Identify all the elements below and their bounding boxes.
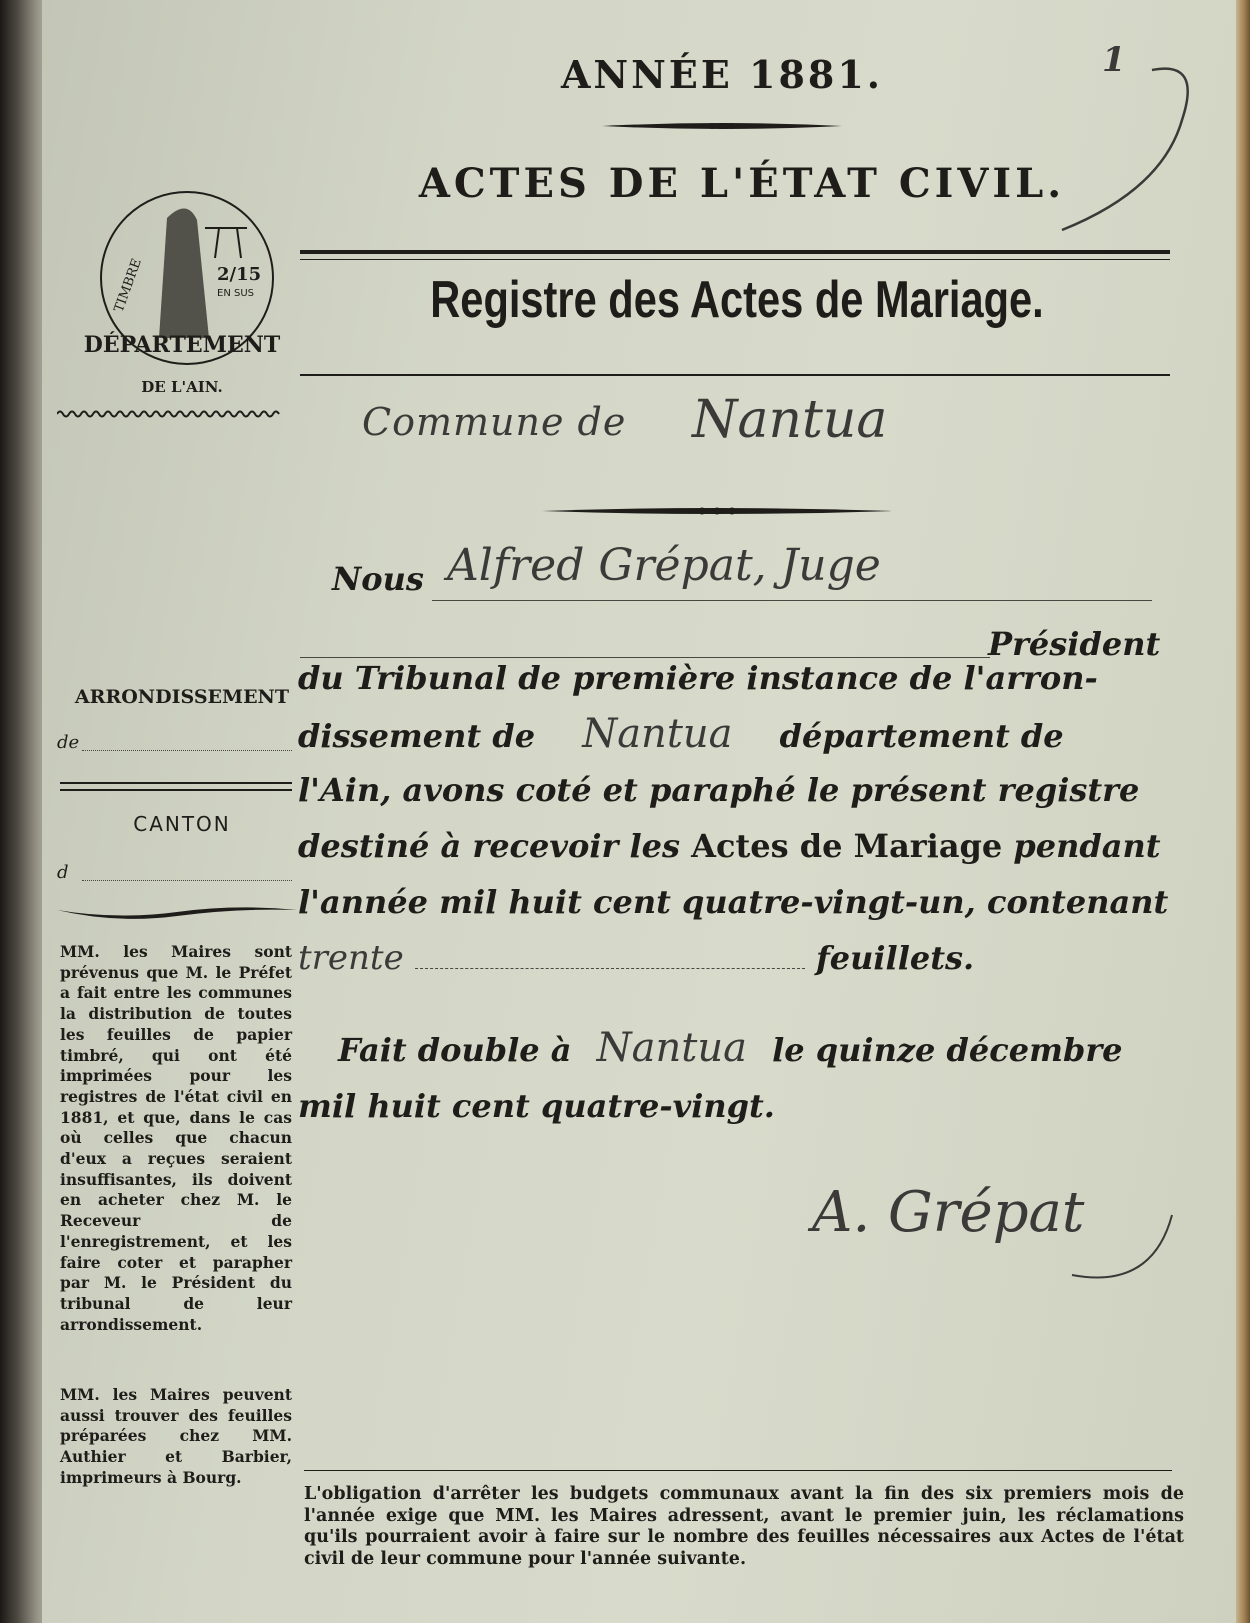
- wavy-divider: [57, 408, 282, 420]
- body-line-2-hand: Nantua: [582, 711, 733, 757]
- notice-maires-timbre: MM. les Maires sont prévenus que M. le Préfet a fait entre les communes la distribution de toutes les feuilles de papier timbré, qui ont été imprimées pour les registres de l'état civil en 1881, et que, dans le cas où celles que chacun d'eux a reçues seraient insuffisantes, ils doivent en acheter chez M. le Receveur de l'enregistrement, et les faire coter et parapher par M. le Président du tribunal de leur arrondissement.: [60, 942, 292, 1334]
- fait-a: Fait double à: [338, 1031, 572, 1069]
- canton-line: [82, 880, 292, 881]
- commune-label: Commune de: [362, 400, 627, 444]
- fait-line-2: mil huit cent quatre-vingt.: [298, 1087, 775, 1125]
- body-line-3: l'Ain, avons coté et paraphé le présent registre: [298, 771, 1140, 809]
- title-rule: [300, 374, 1170, 376]
- president-title: Président: [988, 625, 1161, 663]
- body-line-6: [298, 930, 1188, 986]
- fait-hand: Nantua: [596, 1025, 747, 1071]
- canton-label: CANTON: [133, 812, 231, 836]
- register-title: Registre des Actes de Mariage.: [430, 271, 1044, 329]
- signature: A. Grépat: [812, 1180, 1085, 1245]
- arrondissement-label: ARRONDISSEMENT: [74, 686, 290, 708]
- body-line-4-c: pendant: [1013, 827, 1161, 865]
- body-line-1: du Tribunal de première instance de l'arron-: [298, 659, 1098, 697]
- page-edge: [1236, 0, 1250, 1623]
- stamp-price-sub: EN SUS: [217, 288, 254, 299]
- footer-note: L'obligation d'arrêter les budgets communaux avant la fin des six premiers mois de l'année exige que MM. les Maires adressent, avant le premier juin, les réclamations qu'ils pourraient avoir à faire sur le nombre des feuilles nécessaires aux Actes de l'état civil de leur commune pour l'année suivante.: [304, 1484, 1184, 1569]
- commune-value: Nantua: [692, 390, 888, 450]
- footer-rule: [304, 1470, 1172, 1471]
- body-line-5: l'année mil huit cent quatre-vingt-un, contenant: [298, 883, 1169, 921]
- register-page: [42, 0, 1236, 1623]
- ornament-middle: [542, 505, 892, 517]
- double-rule: [300, 250, 1170, 260]
- nous-label: Nous: [332, 560, 424, 598]
- ornament-top: [602, 120, 842, 132]
- section-title: ACTES DE L'ÉTAT CIVIL.: [418, 160, 1066, 207]
- year-title: ANNÉE 1881.: [560, 52, 884, 97]
- folio-number: 1: [1102, 40, 1126, 80]
- fait-b: le quinze décembre: [772, 1031, 1123, 1069]
- body-line-2-b: département de: [779, 717, 1064, 755]
- canton-prefix: d: [57, 862, 69, 883]
- body-line-4: [298, 818, 1188, 874]
- signature-flourish: [832, 1175, 1212, 1295]
- swash-divider: [57, 902, 297, 922]
- sidebar-double-rule: [60, 782, 292, 791]
- body-line-2: [298, 706, 1188, 764]
- stamp-price: 2/15: [217, 264, 262, 285]
- body-line-2-a: dissement de: [298, 717, 536, 755]
- folio-flourish: [1002, 40, 1232, 250]
- body-line-6-hand: trente: [298, 938, 404, 978]
- fait-line-1: [338, 1020, 1228, 1078]
- arrondissement-line: [82, 750, 292, 751]
- body-line-4-a: destiné à recevoir les: [298, 827, 681, 865]
- stamp-department-label: DÉPARTEMENT: [83, 332, 281, 358]
- fill-line: [432, 600, 1152, 601]
- arrondissement-prefix: de: [57, 732, 80, 753]
- nous-value: Alfred Grépat, Juge: [447, 540, 881, 591]
- stamp-vertical-text: TIMBRE: [111, 256, 145, 315]
- body-line-6-b: feuillets.: [816, 939, 975, 977]
- notice-maires-feuilles: MM. les Maires peuvent aussi trouver des feuilles préparées chez MM. Authier et Barbier, imprimeurs à Bourg.: [60, 1385, 292, 1487]
- stamp-department-name: DE L'AIN.: [141, 378, 223, 396]
- body-line-4-b: Actes de Mariage: [691, 827, 1003, 865]
